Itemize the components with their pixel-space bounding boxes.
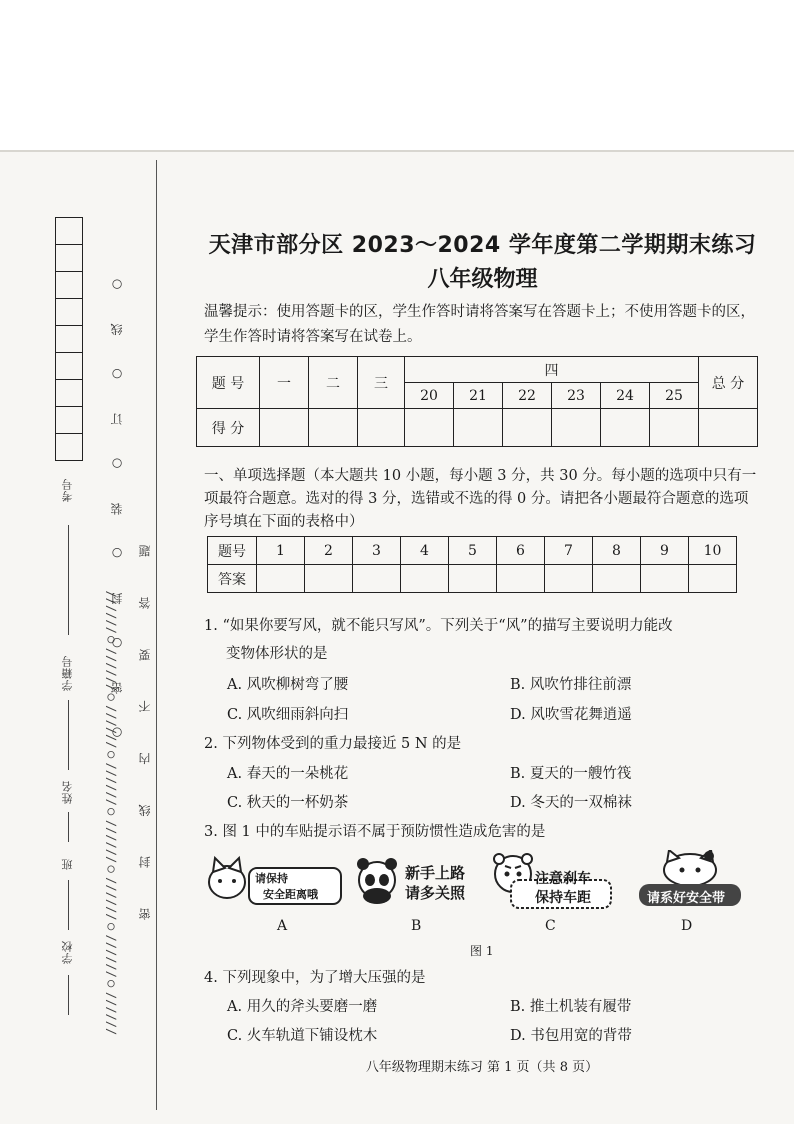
q1-option-d: D. 风吹雪花舞逍遥 [510, 707, 632, 723]
score-cell[interactable] [650, 409, 699, 447]
name-line [68, 812, 69, 842]
sticker-b-line2: 请多关照 [405, 884, 466, 902]
page-title: 天津市部分区 2023～2024 学年度第二学期期末练习 [208, 233, 757, 258]
sticker-a-line1: 请保持 [255, 872, 288, 885]
exam-box [55, 298, 83, 325]
q1-option-c: C. 风吹细雨斜向扫 [227, 707, 349, 723]
q4-option-c: C. 火车轨道下铺设枕木 [227, 1028, 378, 1044]
sticker-c-line1: 注意刹车 [535, 871, 591, 887]
sticker-c-line2: 保持车距 [535, 890, 591, 906]
student-no-label: 学籍号 [61, 655, 74, 691]
score-table [196, 356, 758, 447]
answer-number: 4 [401, 537, 449, 565]
student-no-line [68, 700, 69, 770]
answer-number: 1 [257, 537, 305, 565]
q4-option-a: A. 用久的斧头要磨一磨 [227, 999, 378, 1015]
answer-cell[interactable] [593, 565, 641, 593]
score-col-total: 总 分 [699, 357, 758, 409]
answer-number: 5 [449, 537, 497, 565]
score-cell[interactable] [309, 409, 358, 447]
score-cell[interactable] [358, 409, 405, 447]
q2-stem: 2. 下列物体受到的重力最接近 5 N 的是 [204, 736, 462, 752]
sticker-a-line2: 安全距离哦 [263, 888, 318, 901]
exam-box [55, 433, 83, 461]
exam-box [55, 352, 83, 379]
exam-box [55, 406, 83, 433]
answer-row2-label: 答案 [208, 565, 257, 593]
tear-line-outer: //////○//////○//////○//////○//////○//////○//////○////// [104, 590, 118, 1035]
binding-border [156, 160, 157, 1110]
score-cell[interactable] [405, 409, 454, 447]
sticker-label-a: A [277, 918, 288, 934]
sticker-label-d: D [681, 918, 693, 934]
q4-option-b: B. 推土机装有履带 [510, 999, 632, 1015]
class-label: 班 [61, 858, 74, 870]
score-row2-label: 得 分 [197, 409, 260, 447]
page-footer: 八年级物理期末练习 第 1 页（共 8 页） [365, 1060, 599, 1075]
exam-number-boxes [55, 217, 83, 461]
score-cell[interactable] [601, 409, 650, 447]
sticker-d-text: 请系好安全带 [647, 891, 726, 906]
score-col-two: 二 [309, 357, 358, 409]
exam-box [55, 244, 83, 271]
score-cell[interactable] [552, 409, 601, 447]
answer-table [207, 536, 737, 593]
q2-option-d: D. 冬天的一双棉袜 [510, 795, 632, 811]
score-sub-20: 20 [405, 383, 454, 409]
q2-option-c: C. 秋天的一杯奶茶 [227, 795, 349, 811]
q4-stem: 4. 下列现象中，为了增大压强的是 [204, 970, 426, 986]
answer-cell[interactable] [689, 565, 737, 593]
score-cell[interactable] [503, 409, 552, 447]
score-cell[interactable] [260, 409, 309, 447]
answer-cell[interactable] [449, 565, 497, 593]
sticker-b-line1: 新手上路 [405, 864, 466, 882]
q1-option-a: A. 风吹柳树弯了腰 [227, 677, 349, 693]
score-sub-21: 21 [454, 383, 503, 409]
seal-line-marks: ○ 密 ○ 封 ○ 装 ○ 订 ○ 线 ○ [110, 263, 124, 740]
score-cell[interactable] [454, 409, 503, 447]
answer-cell[interactable] [401, 565, 449, 593]
answer-cell[interactable] [641, 565, 689, 593]
answer-row1-label: 题号 [208, 537, 257, 565]
score-col-three: 三 [358, 357, 405, 409]
exam-no-line [68, 525, 69, 635]
score-sub-25: 25 [650, 383, 699, 409]
section1-instructions: 一、单项选择题（本大题共 10 小题，每小题 3 分，共 30 分。每小题的选项中只有一项最符合题意。选对的得 3 分，选错或不选的得 0 分。请把各小题最符合题意的选项序号填在下面的表格中） [204, 468, 757, 530]
exam-box [55, 217, 83, 244]
q1-stem-line1: 1. “如果你要写风，就不能只写风”。下列关于“风”的描写主要说明力能改 [204, 618, 673, 634]
score-col-four: 四 [405, 357, 699, 383]
score-sub-22: 22 [503, 383, 552, 409]
q3-stem: 3. 图 1 中的车贴提示语不属于预防惯性造成危害的是 [204, 824, 546, 840]
answer-cell[interactable] [545, 565, 593, 593]
answer-cell[interactable] [257, 565, 305, 593]
exam-box [55, 379, 83, 406]
score-sub-23: 23 [552, 383, 601, 409]
score-row1-label: 题 号 [197, 357, 260, 409]
answer-number: 10 [689, 537, 737, 565]
sticker-d [635, 850, 745, 910]
school-label: 学校 [61, 940, 74, 964]
exam-no-label: 考号 [61, 478, 74, 502]
answer-number: 6 [497, 537, 545, 565]
sticker-c [491, 850, 621, 910]
q2-option-b: B. 夏天的一艘竹筏 [510, 766, 632, 782]
sticker-label-c: C [545, 918, 556, 934]
score-cell[interactable] [699, 409, 758, 447]
sticker-b [353, 850, 483, 910]
answer-number: 3 [353, 537, 401, 565]
class-line [68, 880, 69, 930]
score-sub-24: 24 [601, 383, 650, 409]
answer-number: 9 [641, 537, 689, 565]
q1-option-b: B. 风吹竹排往前漂 [510, 677, 632, 693]
exam-box [55, 271, 83, 298]
figure-1-stickers [205, 850, 745, 910]
binding-strip [0, 150, 200, 1124]
q2-option-a: A. 春天的一朵桃花 [227, 766, 349, 782]
sticker-label-b: B [411, 918, 422, 934]
answer-cell[interactable] [353, 565, 401, 593]
school-line [68, 975, 69, 1015]
sticker-a [205, 850, 345, 910]
exam-box [55, 325, 83, 352]
answer-number: 8 [593, 537, 641, 565]
q1-stem-line2: 变物体形状的是 [226, 646, 328, 662]
page-subtitle: 八年级物理 [427, 267, 538, 292]
answer-cell[interactable] [305, 565, 353, 593]
answer-cell[interactable] [497, 565, 545, 593]
answer-number: 2 [305, 537, 353, 565]
warm-tip: 温馨提示：使用答题卡的区，学生作答时请将答案写在答题卡上；不使用答题卡的区，学生作答时请将答案写在试卷上。 [204, 304, 755, 345]
score-col-one: 一 [260, 357, 309, 409]
figure-caption: 图 1 [470, 944, 494, 958]
q4-option-d: D. 书包用宽的背带 [510, 1028, 632, 1044]
name-label: 姓名 [61, 780, 74, 804]
answer-number: 7 [545, 537, 593, 565]
seal-warning: 密 封 线 内 不 要 答 题 [138, 527, 152, 920]
